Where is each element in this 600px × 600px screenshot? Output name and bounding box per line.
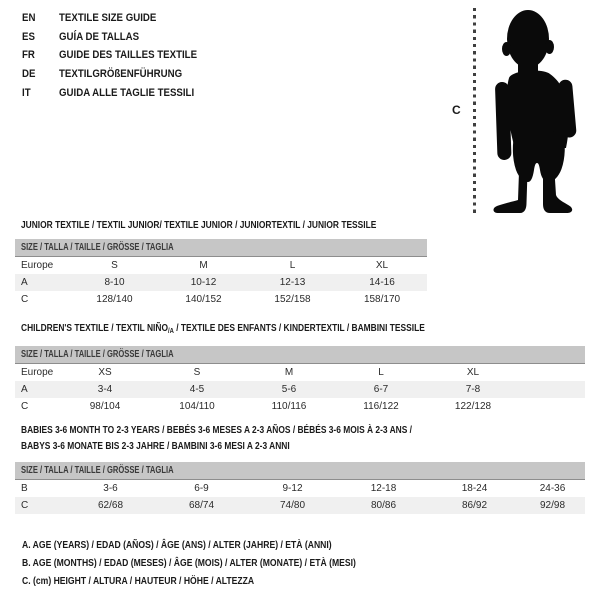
row-label-cell: B [21, 483, 28, 494]
size-cell: 86/92 [429, 497, 520, 514]
height-measure-dotted-line [473, 8, 476, 213]
size-cell: 12-18 [370, 483, 397, 494]
row-label-cell: Europe [21, 367, 54, 378]
language-row-fr [22, 46, 216, 65]
language-row-es [22, 28, 216, 47]
size-cell: S [111, 260, 118, 271]
babies-table-title [21, 423, 412, 454]
size-header-band [15, 462, 585, 480]
table-row [15, 257, 427, 275]
babies-table-title-line1: BABIES 3-6 MONTH TO 2-3 YEARS / BEBÉS 3-6 MESES A 2-3 AÑOS / BÉBÉS 3-6 MOIS À 2-3 ANS / [21, 425, 413, 436]
size-header-text: SIZE / TALLA / TAILLE / GRÖSSE / TAGLIA [21, 349, 174, 360]
language-header [22, 9, 216, 102]
row-label-cell: Europe [21, 260, 54, 271]
childrens-table-title-pre: CHILDREN'S TEXTILE / TEXTIL NIÑO [21, 323, 168, 334]
legend-text-b: B. AGE (MONTHS) / EDAD (MESES) / ÂGE (MOIS) / ALTER (MONATE) / ETÀ (MESI) [22, 557, 356, 569]
row-label-cell: A [15, 381, 59, 398]
junior-table-title [21, 220, 376, 231]
size-cell: 12-13 [248, 274, 337, 291]
table-row [15, 381, 585, 398]
table-row [15, 364, 585, 382]
childrens-table-title [21, 323, 425, 335]
size-cell: 158/170 [363, 294, 401, 305]
size-cell: 9-12 [282, 483, 303, 494]
junior-table-title-text: JUNIOR TEXTILE / TEXTIL JUNIOR/ TEXTILE JUNIOR / JUNIORTEXTIL / JUNIOR TESSILE [21, 220, 377, 231]
spacer-cell [519, 364, 585, 382]
size-cell: 24-36 [539, 483, 566, 494]
spacer-cell [519, 398, 585, 415]
size-cell: M [284, 367, 294, 378]
legend-line-c [22, 571, 429, 589]
size-cell: 14-16 [337, 274, 427, 291]
size-cell: 3-6 [103, 483, 118, 494]
size-cell: 10-12 [159, 274, 248, 291]
size-header-text: SIZE / TALLA / TAILLE / GRÖSSE / TAGLIA [21, 242, 174, 253]
junior-size-table [15, 239, 427, 308]
size-cell: 98/104 [89, 401, 121, 412]
size-cell: 68/74 [156, 497, 247, 514]
childrens-table-title-sub: /A [167, 328, 174, 335]
babies-size-table [15, 462, 585, 514]
size-cell: XL [375, 260, 389, 271]
spacer-cell [519, 381, 585, 398]
row-label-cell: C [21, 401, 29, 412]
language-code: EN [22, 12, 36, 25]
size-cell: 152/158 [274, 294, 311, 305]
language-row-it [22, 83, 216, 102]
size-cell: 104/110 [179, 401, 215, 412]
size-header-band [15, 239, 427, 257]
language-code: DE [22, 68, 36, 81]
size-cell: XL [466, 367, 480, 378]
table-row [15, 480, 585, 498]
size-cell: 116/122 [363, 401, 399, 412]
figure-measure-label: C [452, 103, 461, 117]
language-title: TEXTILE SIZE GUIDE [59, 12, 157, 25]
size-cell: 110/116 [271, 401, 307, 412]
language-code: ES [22, 30, 35, 43]
row-label-cell: C [15, 497, 65, 514]
size-cell: 74/80 [247, 497, 338, 514]
size-cell: 140/152 [185, 294, 222, 305]
size-cell: 62/68 [65, 497, 156, 514]
size-cell: 3-4 [59, 381, 151, 398]
size-cell: 5-6 [243, 381, 335, 398]
language-title: GUIDA ALLE TAGLIE TESSILI [59, 86, 195, 99]
legend-text-c: C. (cm) HEIGHT / ALTURA / HAUTEUR / HÖHE / ALTEZZA [22, 575, 255, 587]
table-row [15, 398, 585, 415]
childrens-table-title-post: / TEXTILE DES ENFANTS / KINDERTEXTIL / BAMBINI TESSILE [173, 323, 425, 334]
language-code: FR [22, 49, 35, 62]
size-cell: XS [98, 367, 112, 378]
size-cell: 4-5 [151, 381, 243, 398]
size-cell: 128/140 [96, 294, 133, 305]
size-header-row [15, 346, 585, 364]
size-cell: M [199, 260, 208, 271]
legend-line-a [22, 535, 429, 553]
size-cell: 92/98 [520, 497, 585, 514]
size-cell: 122/128 [454, 401, 492, 412]
size-cell: S [193, 367, 201, 378]
size-cell: 6-7 [335, 381, 427, 398]
table-row [15, 497, 585, 514]
legend-line-b [22, 553, 429, 571]
size-header-row [15, 239, 427, 257]
language-row-en [22, 9, 216, 28]
babies-table-title-line2: BABYS 3-6 MONATE BIS 2-3 JAHRE / BAMBINI 3-6 MESI A 2-3 ANNI [21, 440, 290, 452]
legend-text-a: A. AGE (YEARS) / EDAD (AÑOS) / ÂGE (ANS) / ALTER (JAHRE) / ETÀ (ANNI) [22, 539, 332, 551]
size-cell: L [289, 260, 296, 271]
row-label-cell: C [21, 294, 29, 305]
language-row-de [22, 65, 216, 84]
size-cell: 6-9 [194, 483, 209, 494]
table-row [15, 291, 427, 308]
measure-legend [22, 535, 429, 589]
size-cell: L [378, 367, 384, 378]
childrens-size-table [15, 346, 585, 415]
row-label-cell: A [15, 274, 70, 291]
language-title: TEXTILGRÖßENFÜHRUNG [59, 68, 183, 81]
size-header-text: SIZE / TALLA / TAILLE / GRÖSSE / TAGLIA [21, 465, 174, 476]
language-code: IT [22, 86, 31, 99]
size-cell: 7-8 [427, 381, 519, 398]
size-header-row [15, 462, 585, 480]
language-title: GUIDE DES TAILLES TEXTILE [59, 49, 198, 62]
size-cell: 8-10 [70, 274, 159, 291]
toddler-silhouette-icon [487, 6, 579, 218]
language-title: GUÍA DE TALLAS [59, 30, 140, 43]
table-row [15, 274, 427, 291]
size-cell: 18-24 [461, 483, 488, 494]
size-header-band [15, 346, 585, 364]
size-cell: 80/86 [338, 497, 429, 514]
